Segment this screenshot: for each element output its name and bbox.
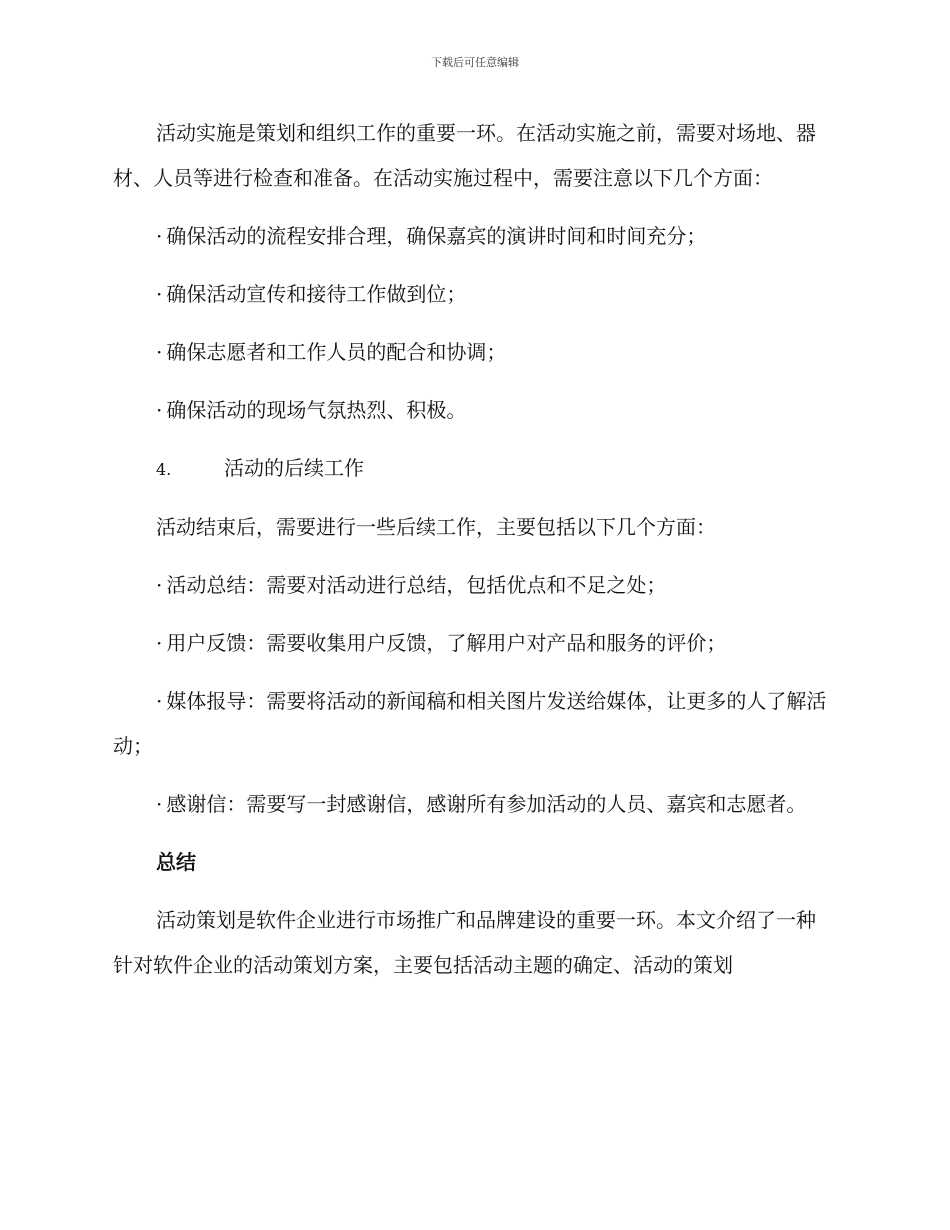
- paragraph-followup: 活动结束后，需要进行一些后续工作，主要包括以下几个方面：: [156, 515, 716, 539]
- bullet-text: 确保活动的现场气氛热烈、积极。: [166, 398, 467, 422]
- bullet-symbol: ·: [156, 689, 163, 713]
- bullet-text: 确保活动宣传和接待工作做到位；: [166, 282, 467, 306]
- bullet-symbol: ·: [156, 792, 163, 816]
- heading-text: 活动的后续工作: [224, 456, 364, 480]
- bullet-symbol: ·: [156, 340, 163, 364]
- bullet-item: [113, 563, 833, 608]
- paragraph-implementation: 活动实施是策划和组织工作的重要一环。在活动实施之前，需要对场地、器材、人员等进行检查和准备。在活动实施过程中，需要注意以下几个方面：: [113, 121, 816, 190]
- bullet-item: [113, 272, 833, 317]
- bullet-symbol: ·: [156, 398, 163, 422]
- bullet-item: [113, 621, 833, 666]
- bullet-item: [113, 782, 833, 827]
- bullet-symbol: ·: [156, 282, 163, 306]
- bullet-item: [113, 679, 833, 769]
- section-title-summary: 总结: [156, 850, 196, 874]
- heading-number: 4.: [156, 460, 172, 479]
- page-header: 下载后可任意编辑: [431, 56, 519, 69]
- bullet-symbol: ·: [156, 224, 163, 248]
- document-body: [113, 111, 833, 1001]
- bullet-text: 感谢信：需要写一封感谢信，感谢所有参加活动的人员、嘉宾和志愿者。: [166, 792, 807, 816]
- bullet-item: [113, 388, 833, 433]
- bullet-text: 媒体报导：需要将活动的新闻稿和相关图片发送给媒体，让更多的人了解活动；: [113, 689, 827, 758]
- bullet-symbol: ·: [156, 573, 163, 597]
- bullet-text: 确保活动的流程安排合理，确保嘉宾的演讲时间和时间充分；: [166, 224, 707, 248]
- bullet-text: 确保志愿者和工作人员的配合和协调；: [166, 340, 507, 364]
- bullet-symbol: ·: [156, 631, 163, 655]
- numbered-heading: [113, 446, 833, 492]
- paragraph-summary: 活动策划是软件企业进行市场推广和品牌建设的重要一环。本文介绍了一种针对软件企业的活动策划方案，主要包括活动主题的确定、活动的策划: [113, 908, 816, 977]
- bullet-item: [113, 214, 833, 259]
- bullet-text: 活动总结：需要对活动进行总结，包括优点和不足之处；: [166, 573, 667, 597]
- bullet-item: [113, 330, 833, 375]
- bullet-text: 用户反馈：需要收集用户反馈，了解用户对产品和服务的评价；: [166, 631, 727, 655]
